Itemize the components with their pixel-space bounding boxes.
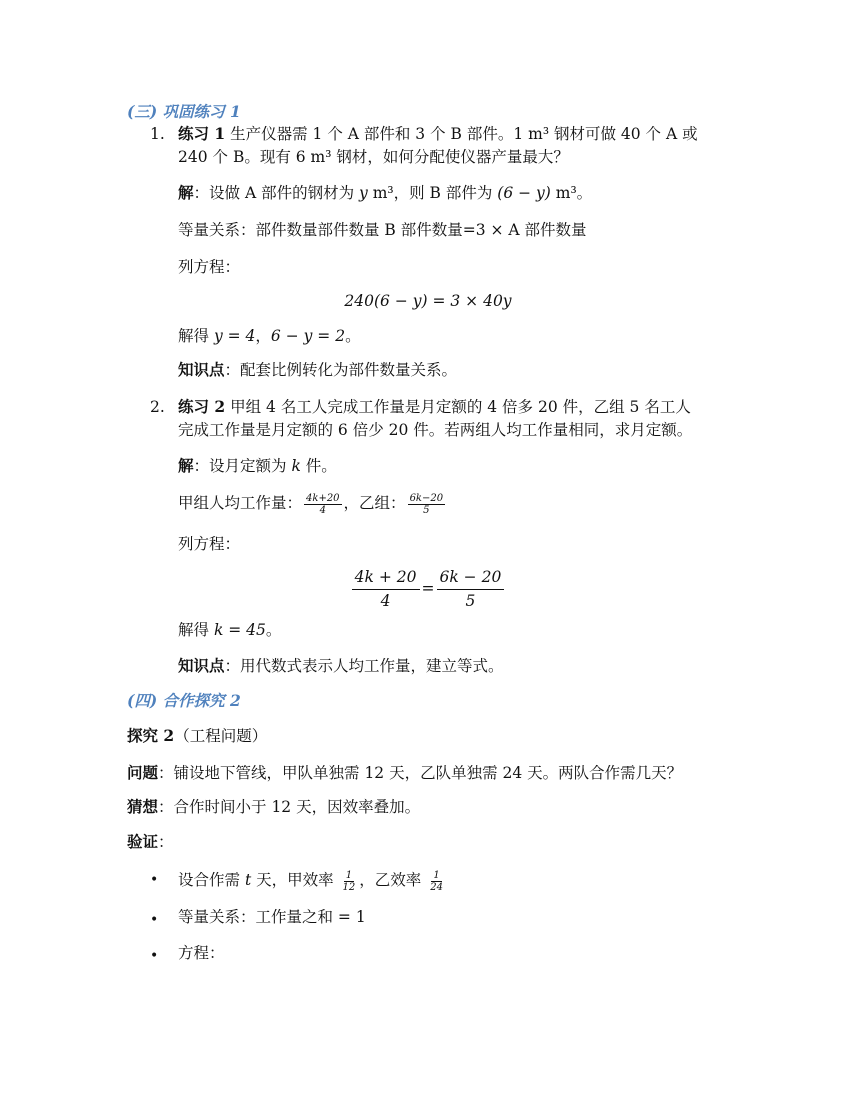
exercise-2-solution <box>178 455 337 477</box>
exercise-1-knowledge <box>178 359 457 381</box>
guess-label: 猜想 <box>127 797 159 816</box>
bullet-icon: • <box>150 948 159 964</box>
exercise-2-per-capita <box>178 489 447 517</box>
explore-2-title <box>127 725 267 747</box>
fraction-a-numerator: 4k+20 <box>306 492 340 504</box>
exercise-1-line1: 生产仪器需 1 个 A 部件和 3 个 B 部件。1 m³ 钢材可做 40 个 A 或 <box>225 125 698 143</box>
list-number-2: 2. <box>150 398 165 416</box>
solution-pre: ：设月定额为 <box>193 457 292 475</box>
exercise-1-equation: 240(6 − y) = 3 × 40y <box>344 292 512 310</box>
solution-mid: m³，则 B 部件为 <box>367 184 498 202</box>
bullet-icon: • <box>150 872 159 888</box>
efficiency-b-fraction <box>428 870 445 893</box>
result-pre: 解得 <box>178 327 214 345</box>
exercise-2-label: 练习 2 <box>178 397 226 416</box>
equation-sign: = <box>421 579 435 598</box>
exercise-2-result <box>178 619 281 641</box>
exercise-2-line2: 完成工作量是月定额的 6 倍少 20 件。若两组人均工作量相同，求月定额。 <box>178 421 693 439</box>
explore-label: 探究 2 <box>127 726 175 745</box>
question-label: 问题 <box>127 763 159 782</box>
exercise-1-label: 练习 1 <box>178 124 226 143</box>
equation-left-numerator: 4k + 20 <box>352 566 420 590</box>
exercise-1-line2: 240 个 B。现有 6 m³ 钢材，如何分配使仪器产量最大？ <box>178 148 569 166</box>
bullet-1-mid: 天，甲效率 <box>251 871 339 889</box>
exercise-2-statement <box>178 396 691 418</box>
per-capita-sep: ，乙组： <box>343 494 406 512</box>
exercise-2-equation <box>178 566 678 613</box>
bullet-2: 等量关系：工作量之和 = 1 <box>178 908 366 926</box>
question-line <box>127 762 682 784</box>
fraction-a-denominator: 4 <box>319 504 326 516</box>
verify-line <box>127 831 174 853</box>
bullet-3: 方程： <box>178 944 225 962</box>
exercise-1-statement <box>178 123 698 145</box>
solution-label: 解 <box>178 183 194 202</box>
solution-post: m³。 <box>550 184 593 202</box>
section-heading-4: (四) 合作探究 2 <box>127 691 241 710</box>
exercise-1-equation-label: 列方程： <box>178 258 241 276</box>
result-2: 6 − y = 2 <box>270 327 346 345</box>
equation-right-fraction <box>437 566 505 613</box>
knowledge-label: 知识点 <box>178 360 225 379</box>
solution-post: 件。 <box>300 457 337 475</box>
exercise-2-equation-label: 列方程： <box>178 535 241 553</box>
efficiency-a-numerator: 1 <box>345 869 353 881</box>
list-number-1: 1. <box>150 125 165 143</box>
guess-line <box>127 796 420 818</box>
solution-expr: (6 − y) <box>497 184 551 202</box>
result-value: k = 45 <box>213 621 266 639</box>
fraction-b-denominator: 5 <box>423 504 430 516</box>
efficiency-a-denominator: 12 <box>342 881 356 893</box>
result-1: y = 4 <box>213 327 256 345</box>
efficiency-a-fraction <box>341 870 358 893</box>
section-heading-3: (三) 巩固练习 1 <box>127 102 241 121</box>
guess-text: ：合作时间小于 12 天，因效率叠加。 <box>158 798 421 816</box>
solution-label: 解 <box>178 456 194 475</box>
solution-pre: ：设做 A 部件的钢材为 <box>193 184 359 202</box>
equation-left-fraction <box>352 566 420 613</box>
fraction-b <box>408 493 446 516</box>
per-capita-a-label: 甲组人均工作量： <box>178 494 303 512</box>
fraction-b-numerator: 6k−20 <box>409 492 444 504</box>
verify-colon: ： <box>158 833 174 851</box>
knowledge-text: ：配套比例转化为部件数量关系。 <box>224 361 458 379</box>
equation-right-denominator: 5 <box>465 591 476 610</box>
fraction-a <box>304 493 342 516</box>
bullet-1-sep: ，乙效率 <box>359 871 427 889</box>
exercise-1-relation: 等量关系：部件数量部件数量 B 部件数量=3 × A 部件数量 <box>178 221 587 239</box>
bullet-icon: • <box>150 912 159 928</box>
bullet-1-var: t <box>244 871 252 889</box>
exercise-1-result <box>178 325 361 347</box>
result-post: 。 <box>345 327 361 345</box>
knowledge-label: 知识点 <box>178 656 225 675</box>
bullet-1 <box>178 866 447 894</box>
equation-left-denominator: 4 <box>380 591 391 610</box>
efficiency-b-denominator: 24 <box>430 881 443 893</box>
result-post: 。 <box>265 621 282 639</box>
efficiency-b-numerator: 1 <box>433 869 440 881</box>
question-text: ：铺设地下管线，甲队单独需 12 天，乙队单独需 24 天。两队合作需几天？ <box>158 764 683 782</box>
knowledge-text: ：用代数式表示人均工作量，建立等式。 <box>224 657 504 675</box>
solution-var: y <box>359 184 368 202</box>
result-pre: 解得 <box>178 621 214 639</box>
result-sep: ， <box>255 327 271 345</box>
equation-right-numerator: 6k − 20 <box>437 566 505 590</box>
exercise-2-knowledge <box>178 655 504 677</box>
solution-var: k <box>291 457 301 475</box>
bullet-1-pre: 设合作需 <box>178 871 245 889</box>
explore-text: （工程问题） <box>174 727 268 745</box>
exercise-2-line1: 甲组 4 名工人完成工作量是月定额的 4 倍多 20 件，乙组 5 名工人 <box>225 398 691 416</box>
exercise-1-solution <box>178 182 592 204</box>
verify-label: 验证 <box>127 832 159 851</box>
